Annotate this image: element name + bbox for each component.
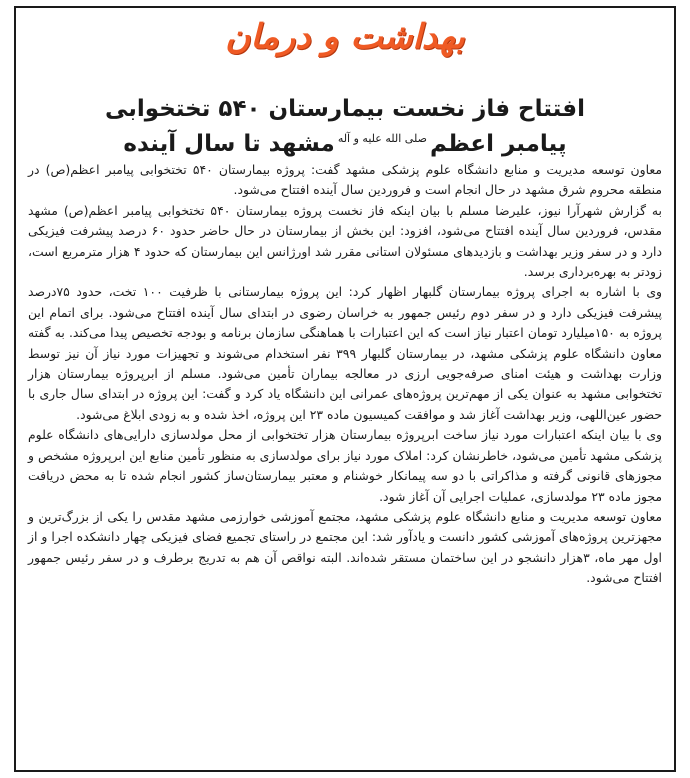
paragraph-4: وی با بیان اینکه اعتبارات مورد نیاز ساخت ابرپروژه بیمارستان هزار تختخوابی از محل مولدسازی دارایی‌های دانشگاه علوم پزشکی مشهد تأمین می‌شود، خاطرنشان کرد: املاک مورد نیاز برای مولدسازی به منظور تأمین منابع این ابرپروژه مشخص و مجوزهای قانونی گرفته و مذاکراتی با دو سه پیمانکار خوشنام و معتبر بیمارستان‌ساز کشور انجام شده تا به محض دریافت مجوز ماده ۲۳ مولدسازی، عملیات اجرایی آن آغاز شود. xyxy=(28,427,662,504)
paragraph-5: معاون توسعه مدیریت و منابع دانشگاه علوم پزشکی مشهد، مجتمع آموزشی خوارزمی مشهد مقدس را یکی از بزرگ‌ترین و مجهزترین پروژه‌های آموزشی کشور دانست و یادآور شد: این مجتمع در راستای تجمیع فضای فیزیکی چهار دانشکده اجرا و از اول مهر ماه، ۳هزار دانشجو در این ساختمان مستقر شده‌اند. البته نواقص آن هم به تدریج برطرف و در سفر رئیس جمهور افتتاح می‌شود. xyxy=(28,508,662,586)
headline xyxy=(26,92,664,162)
salutation-calligraphy: صلی الله علیه و آله xyxy=(337,132,427,146)
headline-line-1: افتتاح فاز نخست بیمارستان ۵۴۰ تختخوابی xyxy=(105,96,585,122)
paragraph-2: به گزارش شهرآرا نیوز، علیرضا مسلم با بیان اینکه فاز نخست پروژه بیمارستان ۵۴۰ تختخوابی پیامبر اعظم(ص) مشهد مقدس، فروردین سال آینده افتتاح می‌شود، افزود: این بخش از بیمارستان در حال حاضر حدود ۶۰ درصد پیشرفت فیزیکی دارد و در سفر وزیر بهداشت و بازدیدهای مسئولان استانی مقرر شد اورژانس این بیمارستان که حدود ۴ هزار مترمربع است، زودتر به بهره‌برداری برسد. xyxy=(28,202,662,280)
news-article xyxy=(14,6,676,772)
article-body xyxy=(28,160,662,589)
headline-line-2-start: پیامبر اعظم xyxy=(429,131,567,157)
headline-line-2-end: مشهد تا سال آینده xyxy=(123,131,335,157)
paragraph-1: معاون توسعه مدیریت و منابع دانشگاه علوم پزشکی مشهد گفت: پروژه بیمارستان ۵۴۰ تختخوابی پیامبر اعظم(ص) در منطقه محروم شرق مشهد در حال انجام است و فروردین سال آینده افتتاح می‌شود. xyxy=(28,162,662,198)
paragraph-3: وی با اشاره به اجرای پروژه بیمارستان گلبهار اظهار کرد: این پروژه بیمارستانی با ظرفیت ۱۰۰ تخت، حدود ۷۵درصد پیشرفت فیزیکی دارد و در سفر دوم رئیس جمهور به خراسان رضوی در ابتدای سال آینده افتتاح می‌شود. برای اتمام این پروژه به ۱۵۰میلیارد تومان اعتبار نیاز است که این اعتبارات با هماهنگی سازمان برنامه و بودجه تخصیص پیدا می‌کند. به گفته معاون دانشگاه علوم پزشکی مشهد، در بیمارستان گلبهار ۳۹۹ نفر استخدام می‌شوند و تجهیزات مورد نیاز آن نیز توسط وزارت بهداشت و هیئت امنای صرفه‌جویی ارزی در معالجه بیماران تأمین می‌شود. مسلم از ابرپروژه بیمارستان هزار تختخوابی مشهد به عنوان یکی از مهم‌ترین پروژه‌های عمرانی این دانشگاه یاد کرد و گفت: این پروژه در ابتدای سال جاری با حضور عین‌اللهی، وزیر بهداشت آغاز شد و موافقت کمیسیون ماده ۲۳ این پروژه، اخذ شده و به زودی ابلاغ می‌شود. xyxy=(28,284,663,422)
headline-line-2 xyxy=(26,127,664,162)
section-title: بهداشت و درمان xyxy=(225,17,465,57)
